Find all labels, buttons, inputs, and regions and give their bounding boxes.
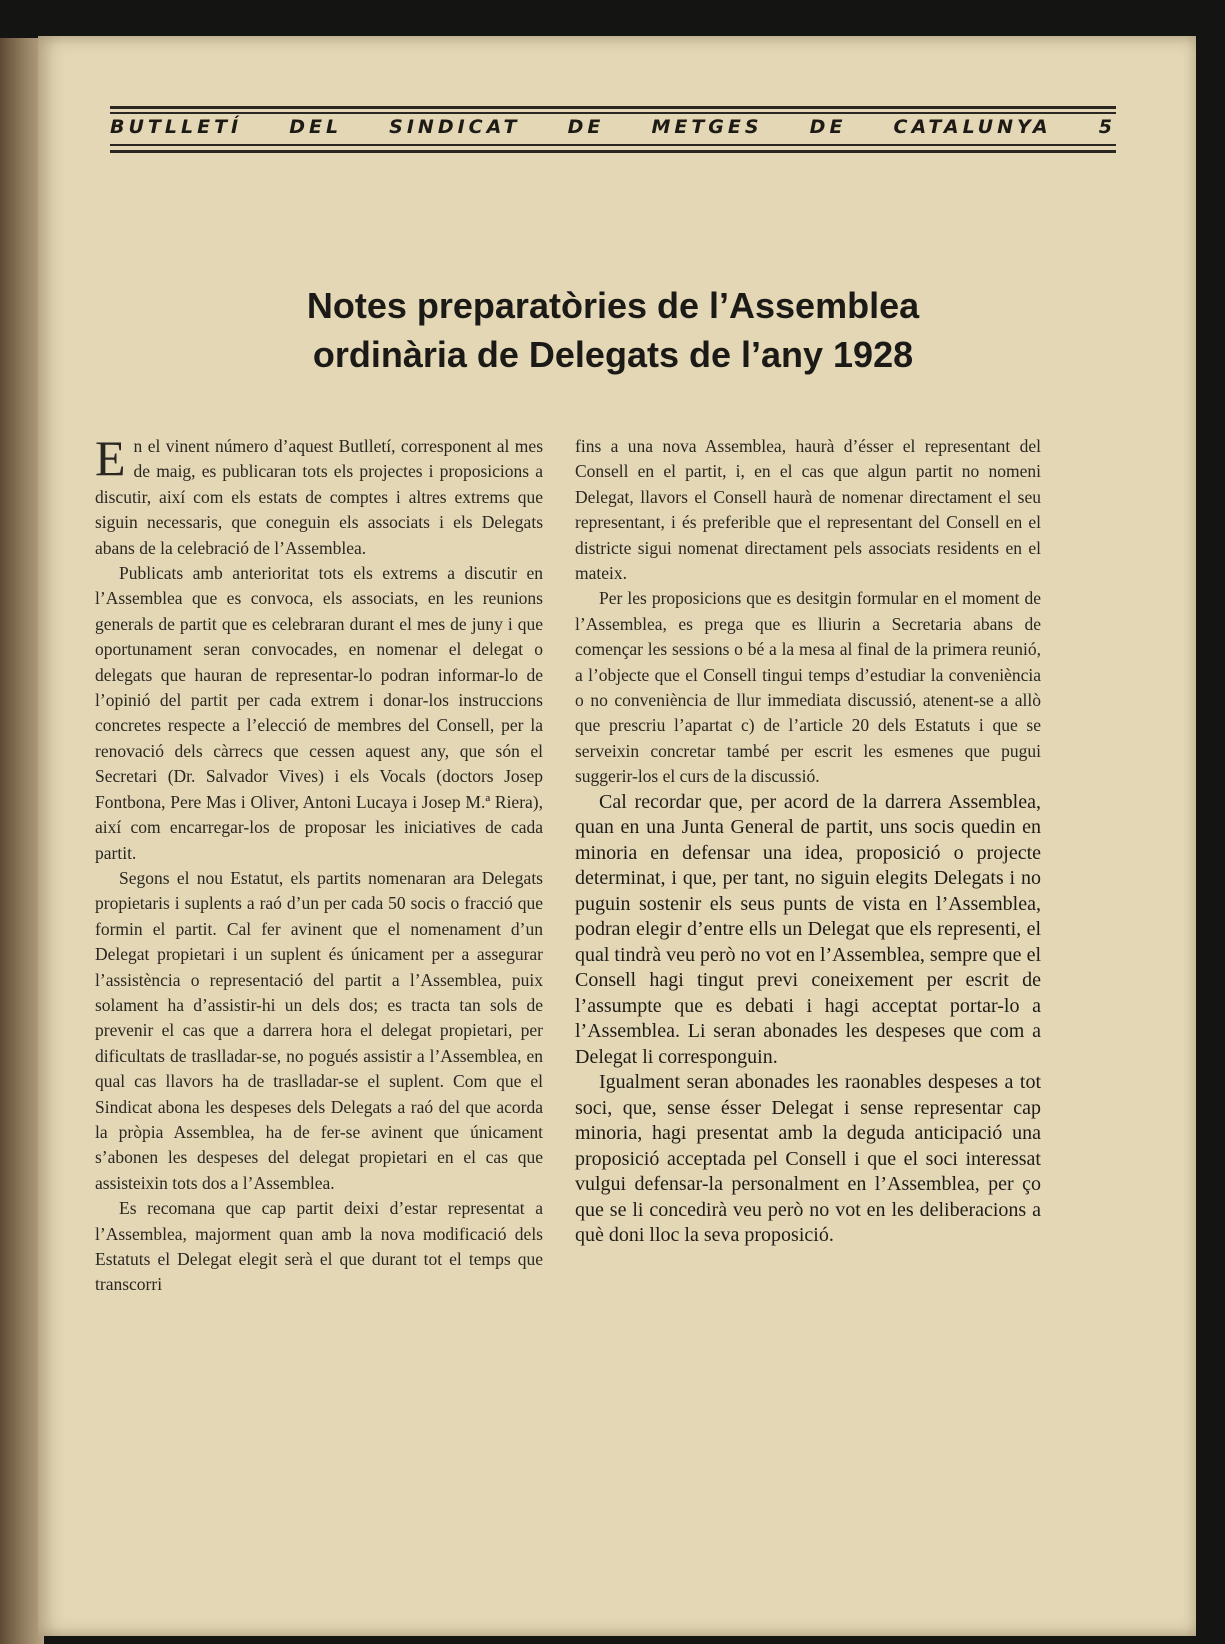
page-number: 5	[1098, 116, 1116, 138]
paragraph	[95, 430, 543, 561]
header-rule	[110, 106, 1116, 109]
paragraph: Per les proposicions que es desitgin formular en el moment de l’Assemblea, es prega que es lliurin a Secretaria abans de començar les sessions o bé a la mesa al final de la primera reunió, a l’objecte que el Consell tingui temps d’estudiar la conveniència o no conveniència de llur immediata discussió, atenent-se a allò que prescriu l’apartat c) de l’article 20 dels Estatuts i que se serveixin concretar també per escrit les esmenes que pugui suggerir-los el curs de la discussió.	[575, 588, 1041, 787]
paragraph: Cal recordar que, per acord de la darrera Assemblea, quan en una Junta General de partit, uns socis quedin en minoria en defensar una idea, proposició o projecte determinat, i que, per tant, no siguin elegits Delegats i no puguin sostenir els seus punts de vista en l’Assemblea, podran elegir d’entre ells un Delegat que els representi, el qual tindrà veu però no vot en l’Assemblea, sempre que el Consell hagi tingut previ coneixement per escrit de l’assumpte que es debati i hagi acceptat portar-lo a l’Assemblea. Li seran abonades les despeses que com a Delegat li corresponguin.	[575, 790, 1041, 1068]
running-header	[110, 106, 1116, 156]
drop-cap: E	[95, 430, 126, 486]
header-rule	[110, 112, 1116, 114]
header-rule	[110, 150, 1116, 153]
paragraph-text: n el vinent número d’aquest Butlletí, corresponent al mes de maig, es publicaran tots els projectes i proposicions a discutir, així com els estats de comptes i altres extrems que siguin necessaris, que coneguin els associats i els Delegats abans de la celebració de l’Assemblea.	[95, 436, 543, 558]
paragraph: Publicats amb anterioritat tots els extrems a discutir en l’Assemblea que es convoca, els associats, en les reunions generals de partit que es celebraran durant el mes de juny i que oportunament seran convocades, en nomenar el delegat o delegats que hauran de representar-lo podran informar-lo de l’opinió del partit per cada extrem i donar-los instruccions concretes respecte a l’elecció de membres del Consell, per la renovació dels càrrecs que cessen aquest any, que són el Secretari (Dr. Salvador Vives) i els Vocals (doctors Josep Fontbona, Pere Mas i Oliver, Antoni Lucaya i Josep M.ª Riera), així com encarregar-los de proposar les iniciatives de cada partit.	[95, 563, 543, 863]
paragraph: Segons el nou Estatut, els partits nomenaran ara Delegats propietaris i suplents a raó d’un per cada 50 socis o fracció que formin el partit. Cal fer avinent que el nomenament d’un Delegat propietari i un suplent és únicament per a assegurar l’assistència o representació del partit a l’Assemblea, puix solament ha d’assistir-hi un dels dos; es tracta tan sols de prevenir el cas que a darrera hora el delegat propietari, per dificultats de traslladar-se, no pogués assistir a l’Assemblea, en qual cas llavors ha de traslladar-se el suplent. Com que el Sindicat abona les despeses dels Delegats a raó del que acorda la pròpia Assemblea, ha de fer-se avinent que únicament s’abonen les despeses del delegat propietari en el cas que assisteixin tots dos a l’Assemblea.	[95, 867, 543, 1193]
header-word: BUTLLETÍ	[110, 116, 243, 138]
header-word: CATALUNYA	[893, 116, 1052, 138]
paragraph: Igualment seran abonades les raonables despeses a tot soci, que, sense ésser Delegat i sense representar cap minoria, hagi presentat amb la deguda anticipació una proposició acceptada pel Consell i que el soci interessat vulgui defensar-la personalment en l’Assemblea, per ço que se li concedirà veu però no vot en les deliberacions a què doni lloc la seva proposició.	[575, 1071, 1041, 1247]
header-word: DEL	[289, 116, 343, 138]
left-column	[95, 430, 543, 1298]
page-sheet	[38, 36, 1196, 1636]
paragraph: Es recomana que cap partit deixi d’estar representat a l’Assemblea, majorment quan amb la nova modificació dels Estatuts el Delegat elegit serà el que durant tot el temps que transcorri	[95, 1198, 543, 1295]
article-title	[110, 281, 1116, 379]
title-line: Notes preparatòries de l’Assemblea	[306, 285, 920, 326]
right-column	[575, 434, 1041, 1249]
title-line: ordinària de Delegats de l’any 1928	[312, 334, 914, 375]
header-word: DE	[809, 116, 847, 138]
header-word: METGES	[651, 116, 763, 138]
header-rule	[110, 144, 1116, 146]
paragraph: fins a una nova Assemblea, haurà d’ésser el representant del Consell en el partit, i, en el cas que algun partit no nomeni Delegat, llavors el Consell haurà de nomenar directament el seu representant, i és preferible que el representant del Consell en el districte sigui nomenat directament pels associats residents en el mateix.	[575, 436, 1041, 584]
header-text	[110, 116, 1116, 138]
header-word: SINDICAT	[389, 116, 521, 138]
header-word: DE	[567, 116, 605, 138]
